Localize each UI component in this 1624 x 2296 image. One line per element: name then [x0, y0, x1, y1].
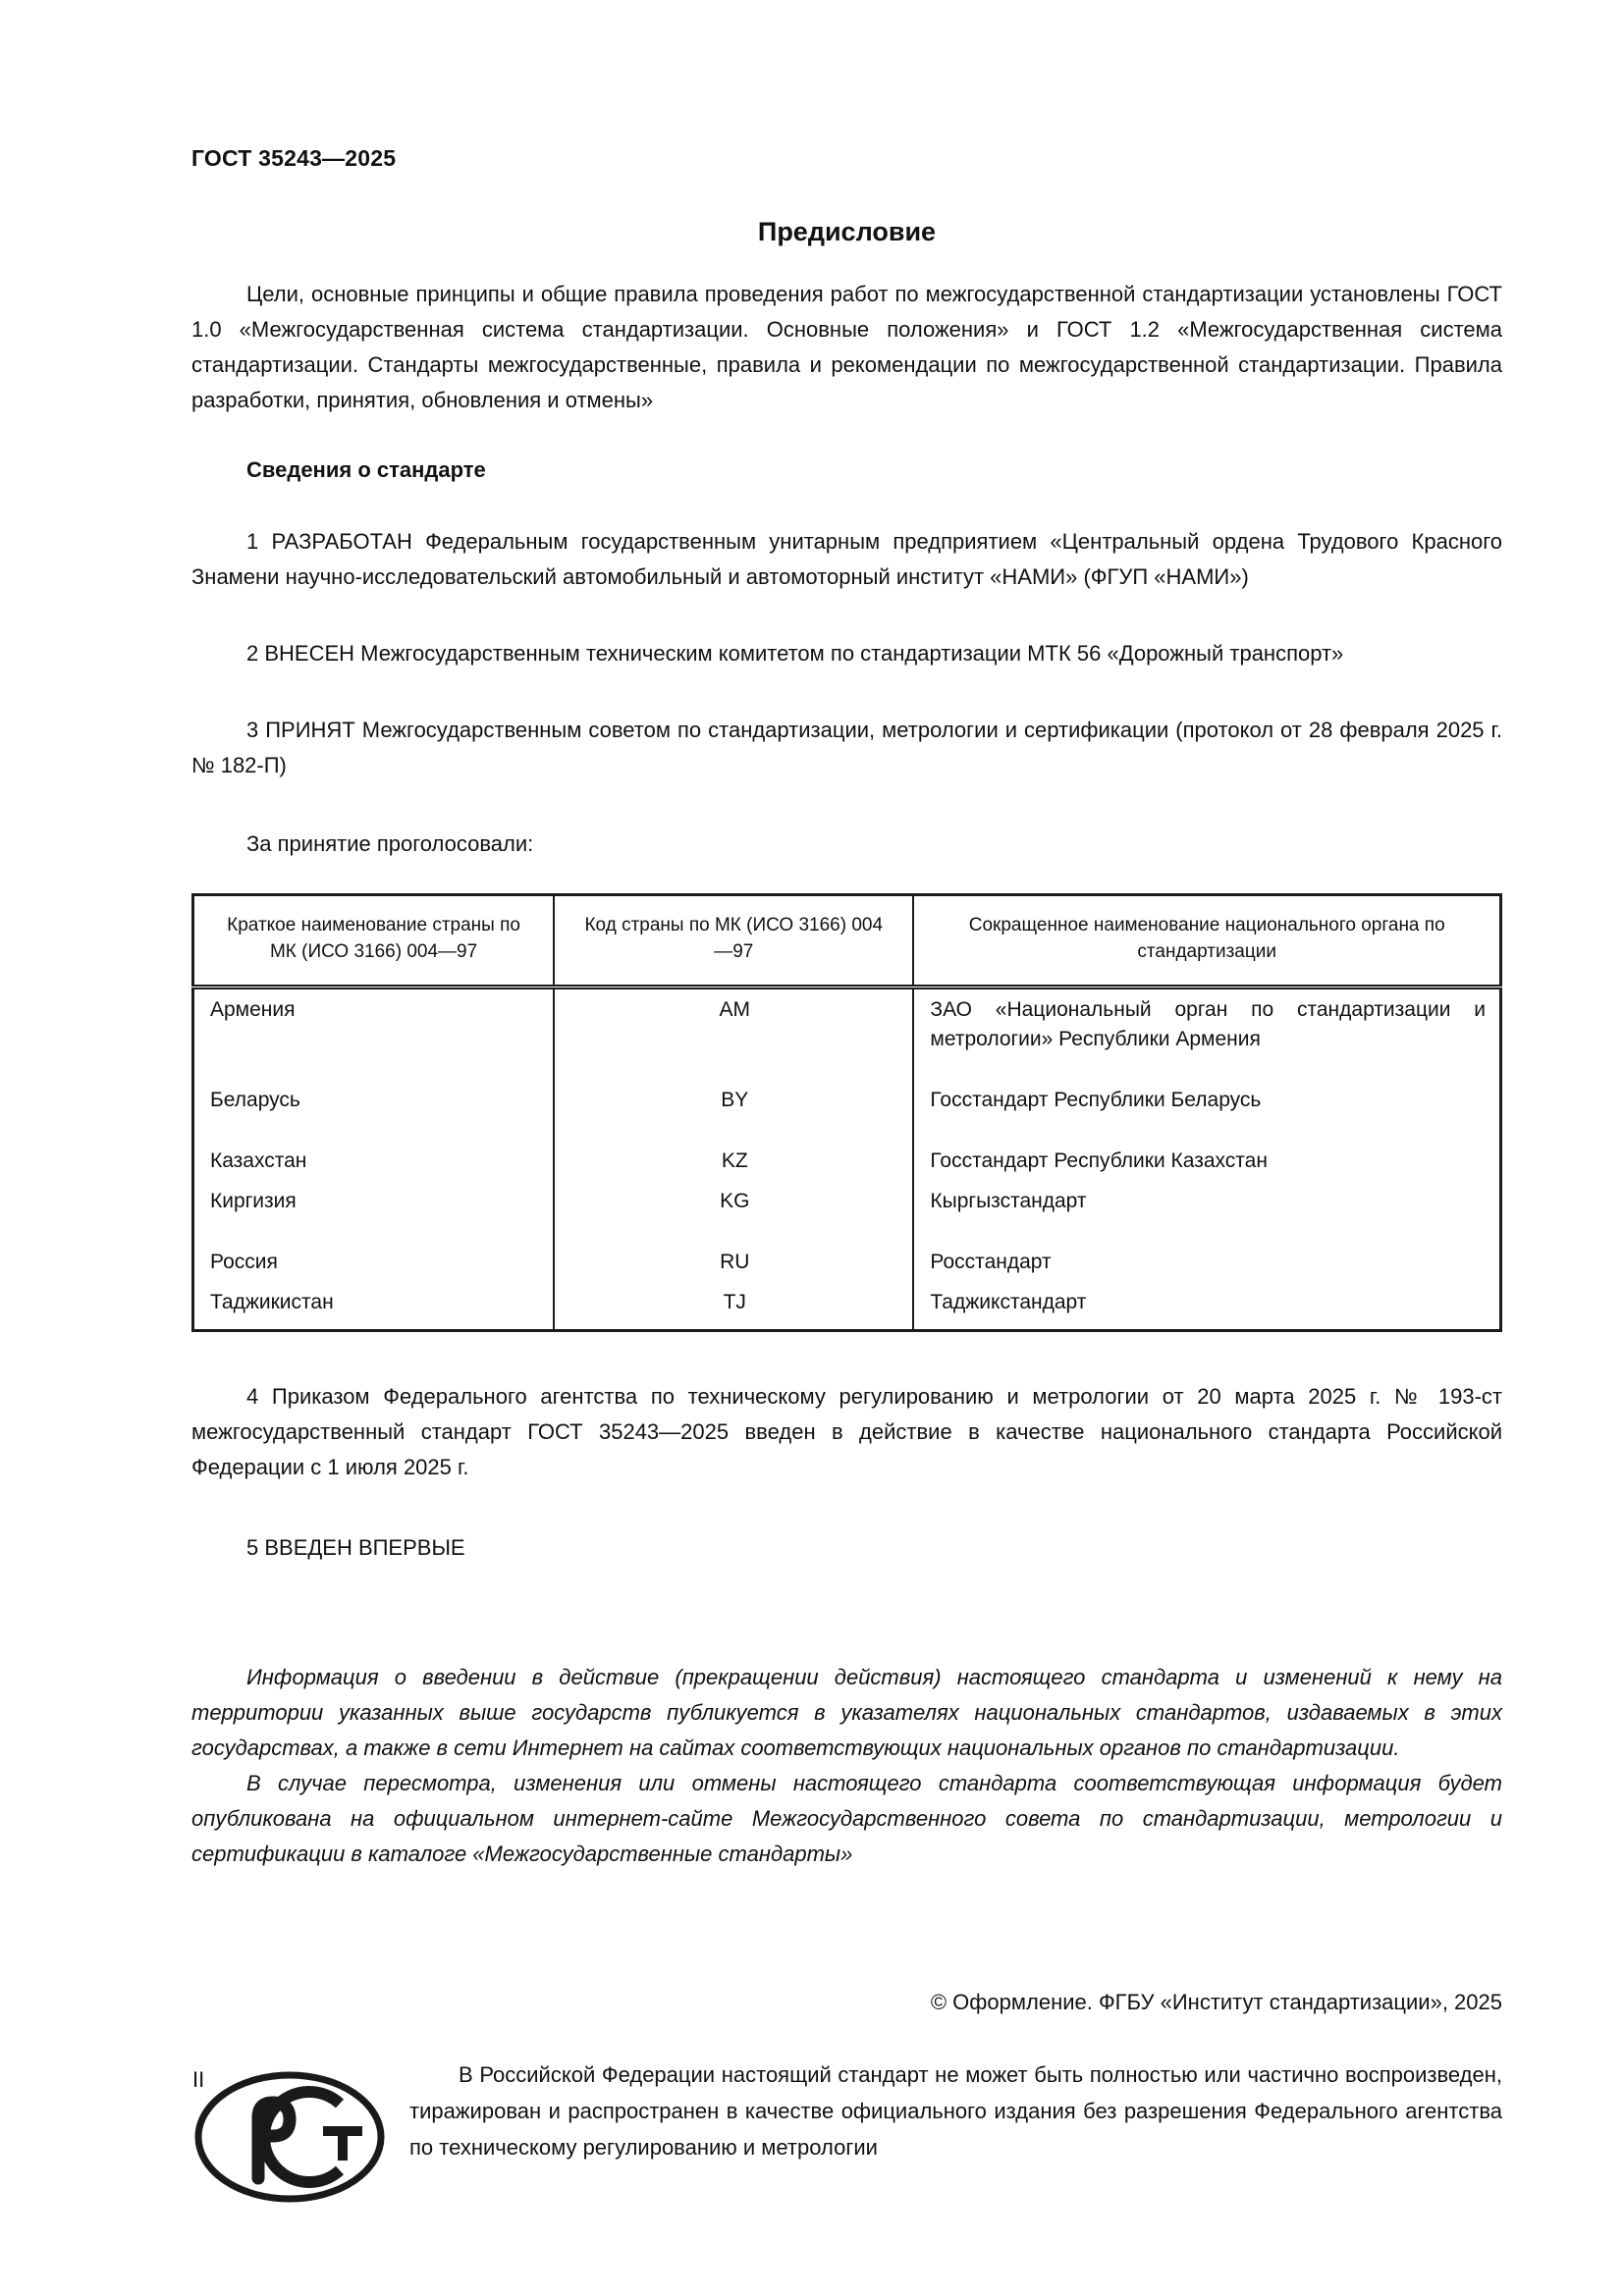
cell-code: BY: [554, 1080, 913, 1141]
footer-row: [191, 2056, 1502, 2211]
cell-code: TJ: [554, 1282, 913, 1331]
notice-paragraph-1: Информация о введении в действие (прекращении действия) настоящего стандарта и изменений к нему на территории указанных выше государств публикуется в указателях национальных стандартов, издаваемых в этих государствах, а также в сети Интернет на сайтах соответствующих национальных органов по стандартизации.: [191, 1665, 1502, 1760]
table-row: [193, 1141, 1501, 1181]
table-header-row: [193, 895, 1501, 988]
cell-org: Госстандарт Республики Казахстан: [913, 1141, 1500, 1181]
cell-country: Казахстан: [210, 1149, 307, 1172]
cell-org: Кыргызстандарт: [913, 1181, 1500, 1242]
cell-org: Росстандарт: [913, 1242, 1500, 1282]
header-org: Сокращенное наименование национального органа по стандартизации: [913, 895, 1500, 988]
availability-notice: [191, 1660, 1502, 1872]
table-row: [193, 1242, 1501, 1282]
item-4-order: 4 Приказом Федерального агентства по техническому регулированию и метрологии от 20 марта 2025 г. № 193-ст межгосударственный стандарт ГОСТ 35243—2025 введен в действие в качестве национального стандарта Российской Федерации с 1 июля 2025 г.: [191, 1384, 1502, 1479]
cell-org: Госстандарт Республики Беларусь: [913, 1080, 1500, 1141]
cell-code: KG: [554, 1181, 913, 1242]
cell-code: RU: [554, 1242, 913, 1282]
reproduction-restriction: В Российской Федерации настоящий стандарт не может быть полностью или частично воспроизведен, тиражирован и распространен в качестве официального издания без разрешения Федерального агентства по техническому регулированию и метрологии: [409, 2062, 1502, 2160]
cell-org: Таджикстандарт: [913, 1282, 1500, 1331]
cell-country: Беларусь: [210, 1089, 300, 1111]
cell-org: ЗАО «Национальный орган по стандартизации и метрологии» Республики Армения: [913, 988, 1500, 1081]
notice-paragraph-2: В случае пересмотра, изменения или отмены настоящего стандарта соответствующая информация будет опубликована на официальном интернет-сайте Межгосударственного совета по стандартизации, метрологии и сертификации в каталоге «Межгосударственные стандарты»: [191, 1771, 1502, 1866]
cell-country: Россия: [210, 1251, 278, 1273]
table-row: [193, 1282, 1501, 1331]
info-heading: Сведения о стандарте: [246, 457, 486, 482]
page-number: II: [192, 2067, 205, 2092]
cell-code: KZ: [554, 1141, 913, 1181]
vote-line: За принятие проголосовали:: [246, 831, 534, 856]
item-2-submitted: 2 ВНЕСЕН Межгосударственным техническим комитетом по стандартизации МТК 56 «Дорожный транспорт»: [246, 641, 1344, 666]
table-row: [193, 988, 1501, 1081]
cell-country: Таджикистан: [210, 1291, 334, 1313]
intro-paragraph: Цели, основные принципы и общие правила проведения работ по межгосударственной стандартизации установлены ГОСТ 1.0 «Межгосударственная система стандартизации. Основные положения» и ГОСТ 1.2 «Межгосударственная система стандартизации. Стандарты межгосударственные, правила и рекомендации по межгосударственной стандартизации. Правила разработки, принятия, обновления и отмены»: [191, 282, 1502, 412]
table-row: [193, 1080, 1501, 1141]
header-country: Краткое наименование страны по МК (ИСО 3166) 004—97: [193, 895, 555, 988]
page-title: Предисловие: [757, 217, 937, 246]
item-1-developed: 1 РАЗРАБОТАН Федеральным государственным унитарным предприятием «Центральный ордена Трудового Красного Знамени научно-исследовательский автомобильный и автомоторный институт «НАМИ» (ФГУП «НАМИ»): [191, 529, 1502, 589]
item-5-first-time: 5 ВВЕДЕН ВПЕРВЫЕ: [246, 1535, 465, 1560]
cell-country: Киргизия: [210, 1190, 297, 1212]
item-3-adopted: 3 ПРИНЯТ Межгосударственным советом по стандартизации, метрологии и сертификации (протокол от 28 февраля 2025 г. № 182-П): [191, 718, 1502, 777]
voting-table: [191, 893, 1502, 1332]
cell-code: AM: [554, 988, 913, 1081]
table-row: [193, 1181, 1501, 1242]
header-code: Код страны по МК (ИСО 3166) 004—97: [554, 895, 913, 988]
cell-country: Армения: [210, 998, 296, 1021]
doc-code: ГОСТ 35243—2025: [191, 145, 397, 171]
copyright-line: © Оформление. ФГБУ «Институт стандартизации», 2025: [930, 1990, 1502, 2014]
rst-certification-logo-icon: [191, 2056, 409, 2211]
